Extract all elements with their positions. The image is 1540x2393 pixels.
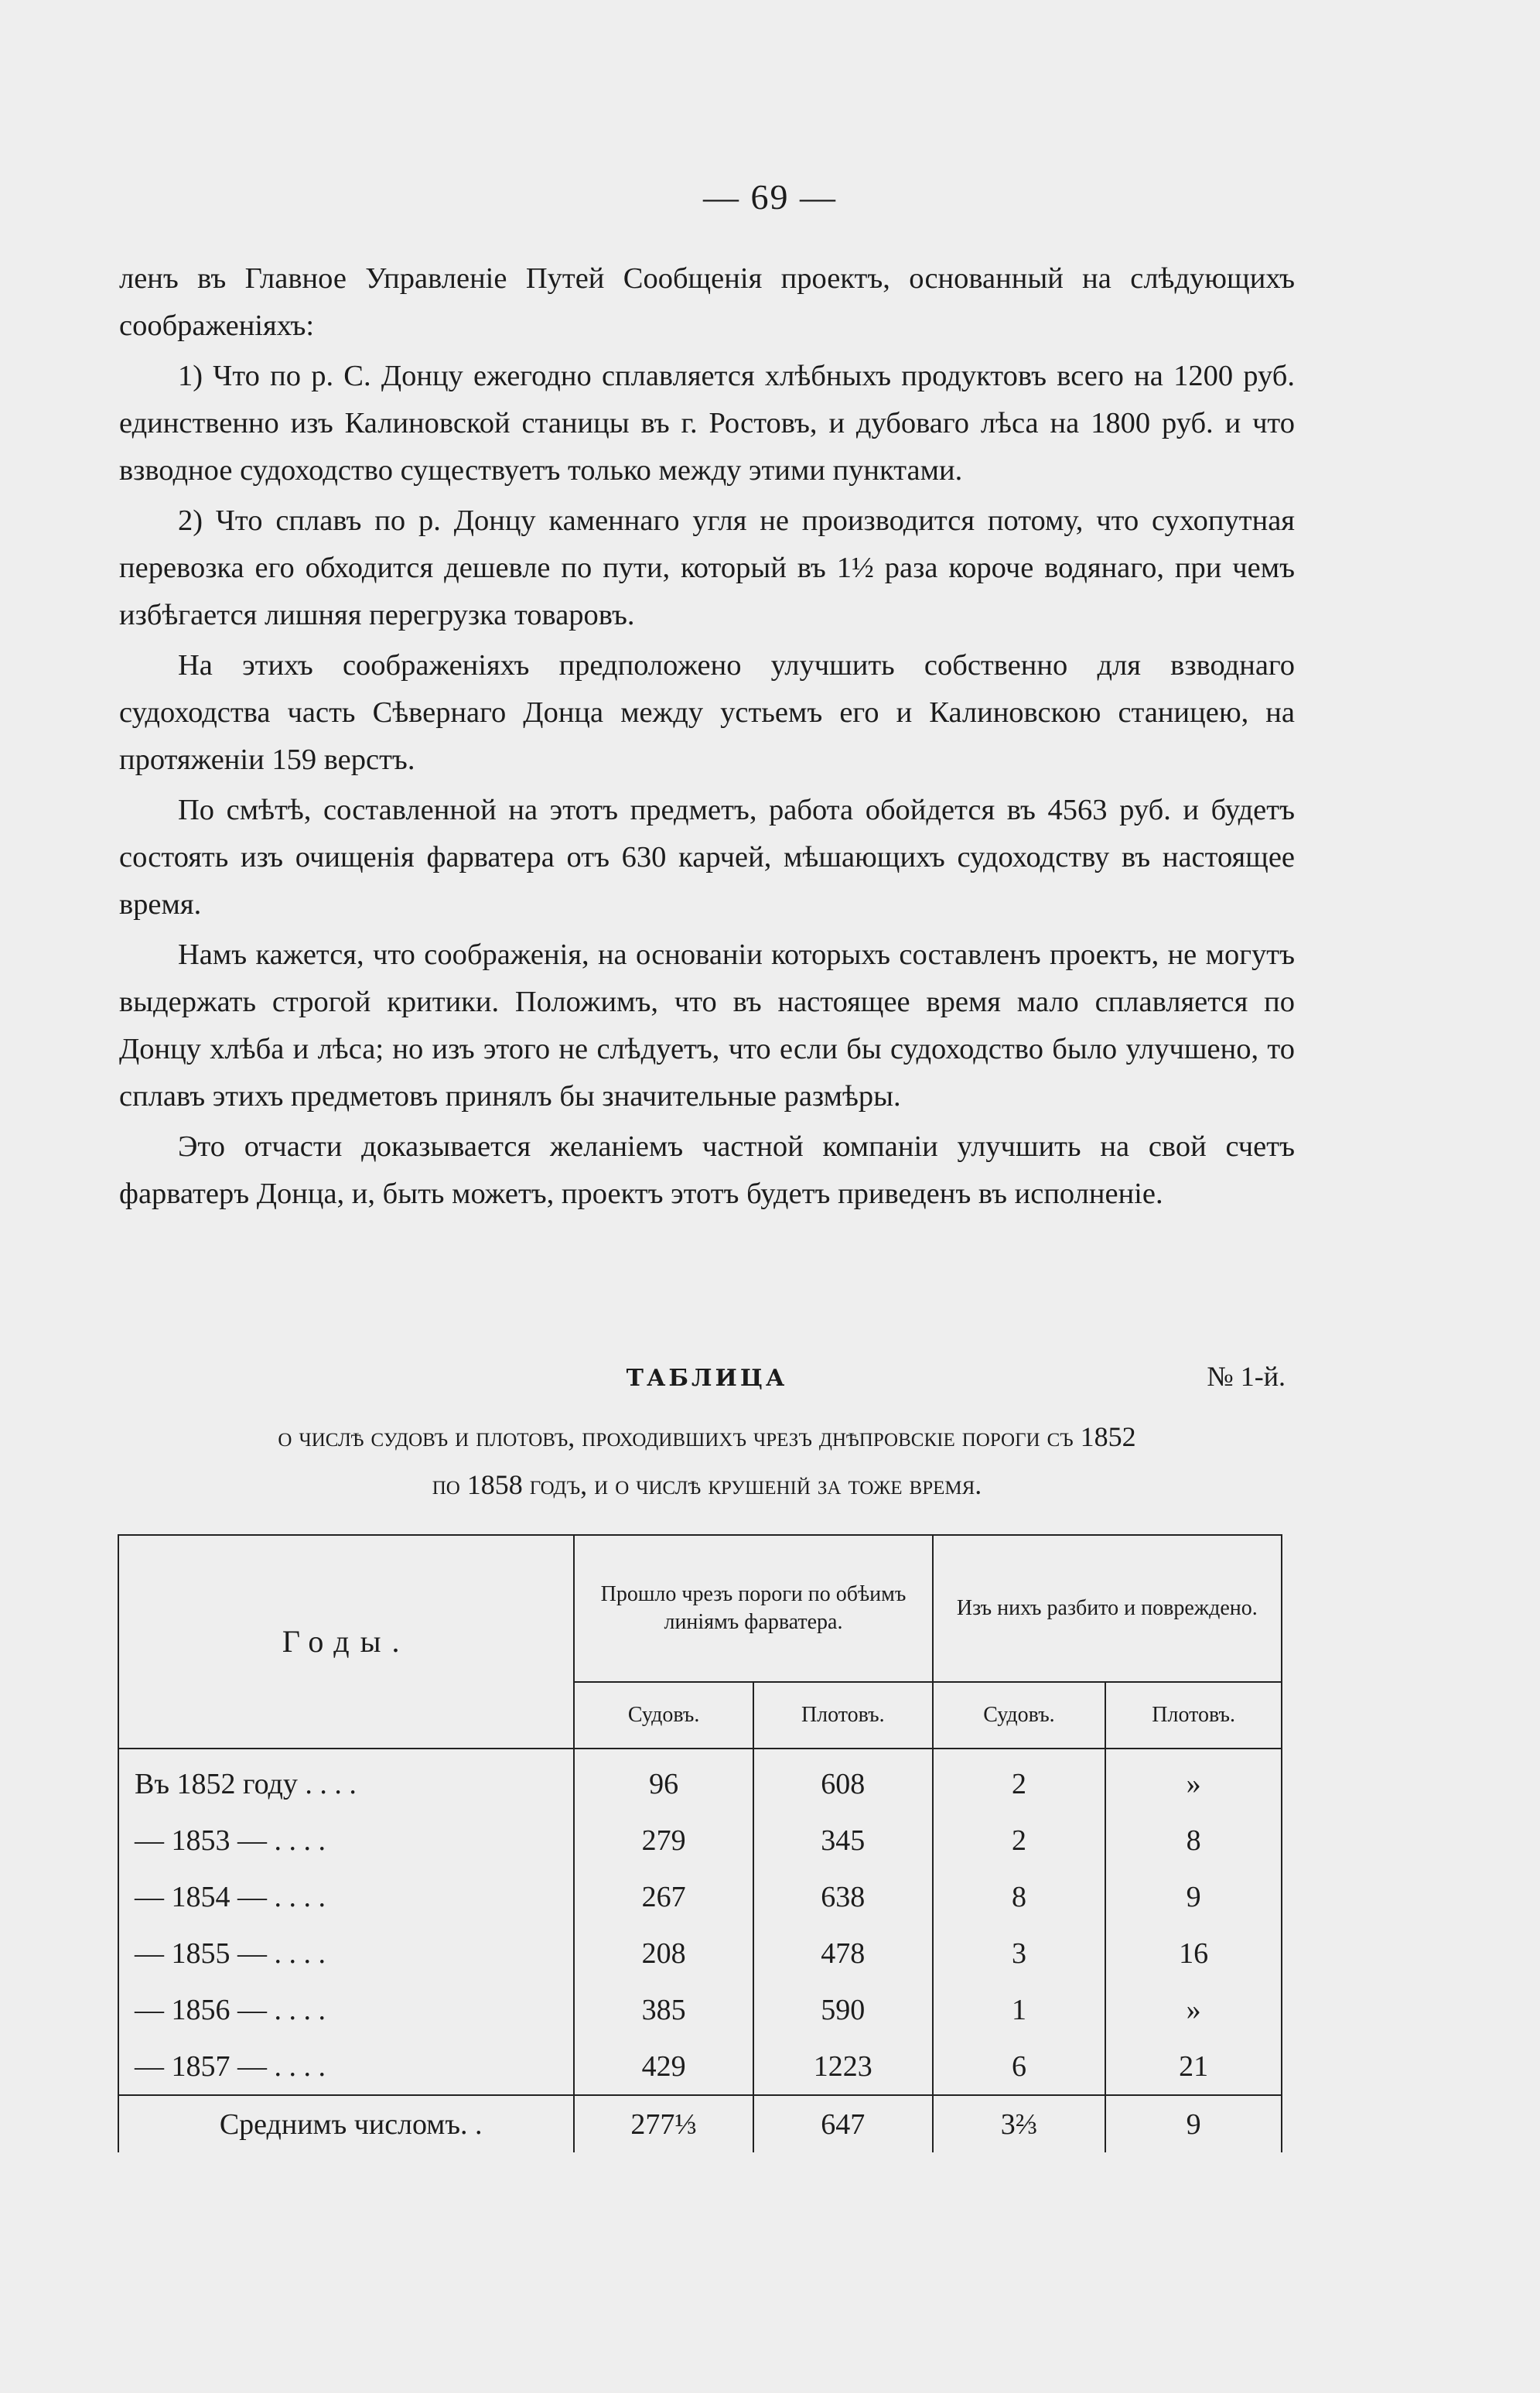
paragraph-1: ленъ въ Главное Управленіе Путей Сообщенія проектъ, основанный на слѣдующихъ соображеніяхъ: — [119, 262, 1295, 342]
row-wrecked-rafts: 8 — [1105, 1812, 1282, 1868]
header-wrecked-rafts: Плотовъ. — [1105, 1682, 1282, 1749]
table-row — [118, 1868, 1282, 1925]
header-years: Годы. — [118, 1535, 574, 1749]
paragraph-7: Это отчасти доказывается желаніемъ частной компаніи улучшить на свой счетъ фарватеръ Донца, и, быть можетъ, проектъ этотъ будетъ приведенъ въ исполненіе. — [119, 1130, 1295, 1210]
row-year: — 1856 — . . . . — [118, 1981, 574, 2038]
row-year: — 1854 — . . . . — [118, 1868, 574, 1925]
average-wrecked-rafts: 9 — [1105, 2095, 1282, 2152]
row-wrecked-rafts: 21 — [1105, 2038, 1282, 2095]
row-wrecked-rafts: 9 — [1105, 1868, 1282, 1925]
header-wrecked-ships: Судовъ. — [933, 1682, 1106, 1749]
row-passed-rafts: 590 — [753, 1981, 933, 2038]
table-heading — [119, 1360, 1295, 1403]
row-wrecked-ships: 6 — [933, 2038, 1106, 2095]
table-row — [118, 1925, 1282, 1981]
row-passed-rafts: 608 — [753, 1749, 933, 1812]
row-wrecked-ships: 2 — [933, 1749, 1106, 1812]
table-caption-line-1: о числѣ судовъ и плотовъ, проходившихъ чрезъ днѣпровскіе пороги съ 1852 — [278, 1421, 1136, 1452]
row-passed-ships: 429 — [574, 2038, 753, 2095]
body-text — [119, 255, 1295, 1221]
row-year: — 1857 — . . . . — [118, 2038, 574, 2095]
row-passed-rafts: 478 — [753, 1925, 933, 1981]
row-wrecked-ships: 2 — [933, 1812, 1106, 1868]
row-wrecked-ships: 8 — [933, 1868, 1106, 1925]
header-wrecked: Изъ нихъ разбито и повреждено. — [933, 1535, 1282, 1682]
table-average-row — [118, 2095, 1282, 2152]
paragraph-4: На этихъ соображеніяхъ предположено улучшить собственно для взводнаго судоходства часть Сѣвернаго Донца между устьемъ его и Калиновскою станицею, на протяженіи 159 верстъ. — [119, 649, 1295, 776]
average-label: Среднимъ числомъ. . — [118, 2095, 574, 2152]
row-passed-rafts: 1223 — [753, 2038, 933, 2095]
data-table — [118, 1534, 1282, 2152]
table-row — [118, 1981, 1282, 2038]
row-wrecked-rafts: 16 — [1105, 1925, 1282, 1981]
row-passed-ships: 385 — [574, 1981, 753, 2038]
row-passed-ships: 279 — [574, 1812, 753, 1868]
row-passed-rafts: 345 — [753, 1812, 933, 1868]
table-caption — [119, 1413, 1295, 1509]
paragraph-3: 2) Что сплавъ по р. Донцу каменнаго угля не производится потому, что сухопутная перевозка его обходится дешевле по пути, который въ 1½ раза короче водянаго, при чемъ избѣгается лишняя перегрузка товаровъ. — [119, 504, 1295, 631]
table-row — [118, 1812, 1282, 1868]
row-year: — 1855 — . . . . — [118, 1925, 574, 1981]
average-passed-ships: 277⅓ — [574, 2095, 753, 2152]
row-wrecked-rafts: » — [1105, 1981, 1282, 2038]
average-wrecked-ships: 3⅔ — [933, 2095, 1106, 2152]
paragraph-5: По смѣтѣ, составленной на этотъ предметъ, работа обойдется въ 4563 руб. и будетъ состоять изъ очищенія фарватера отъ 630 карчей, мѣшающихъ судоходству въ настоящее время. — [119, 794, 1295, 921]
row-year: — 1853 — . . . . — [118, 1812, 574, 1868]
table-caption-line-2: по 1858 годъ, и о числѣ крушеній за тоже время. — [432, 1469, 982, 1500]
header-passed-ships: Судовъ. — [574, 1682, 753, 1749]
table-title: ТАБЛИЦА — [626, 1365, 788, 1392]
row-passed-rafts: 638 — [753, 1868, 933, 1925]
table-header-row-1 — [118, 1535, 1282, 1682]
row-wrecked-rafts: » — [1105, 1749, 1282, 1812]
row-passed-ships: 208 — [574, 1925, 753, 1981]
header-passed-rafts: Плотовъ. — [753, 1682, 933, 1749]
table-row — [118, 2038, 1282, 2095]
row-wrecked-ships: 3 — [933, 1925, 1106, 1981]
paragraph-6: Намъ кажется, что соображенія, на основаніи которыхъ составленъ проектъ, не могутъ выдержать строгой критики. Положимъ, что въ настоящее время мало сплавляется по Донцу хлѣба и лѣса; но изъ этого не слѣдуетъ, что если бы судоходство было улучшено, то сплавъ этихъ предметовъ принялъ бы значительные размѣры. — [119, 938, 1295, 1113]
header-passed: Прошло чрезъ пороги по обѣимъ линіямъ фарватера. — [574, 1535, 932, 1682]
row-year: Въ 1852 году . . . . — [118, 1749, 574, 1812]
average-passed-rafts: 647 — [753, 2095, 933, 2152]
page-number: — 69 — — [703, 177, 837, 217]
row-passed-ships: 96 — [574, 1749, 753, 1812]
row-passed-ships: 267 — [574, 1868, 753, 1925]
row-wrecked-ships: 1 — [933, 1981, 1106, 2038]
table-number: № 1-й. — [1207, 1361, 1286, 1392]
paragraph-2: 1) Что по р. С. Донцу ежегодно сплавляется хлѣбныхъ продуктовъ всего на 1200 руб. единственно изъ Калиновской станицы въ г. Ростовъ, и дубоваго лѣса на 1800 руб. и что взводное судоходство существуетъ только между этими пунктами. — [119, 360, 1295, 487]
table-row — [118, 1749, 1282, 1812]
